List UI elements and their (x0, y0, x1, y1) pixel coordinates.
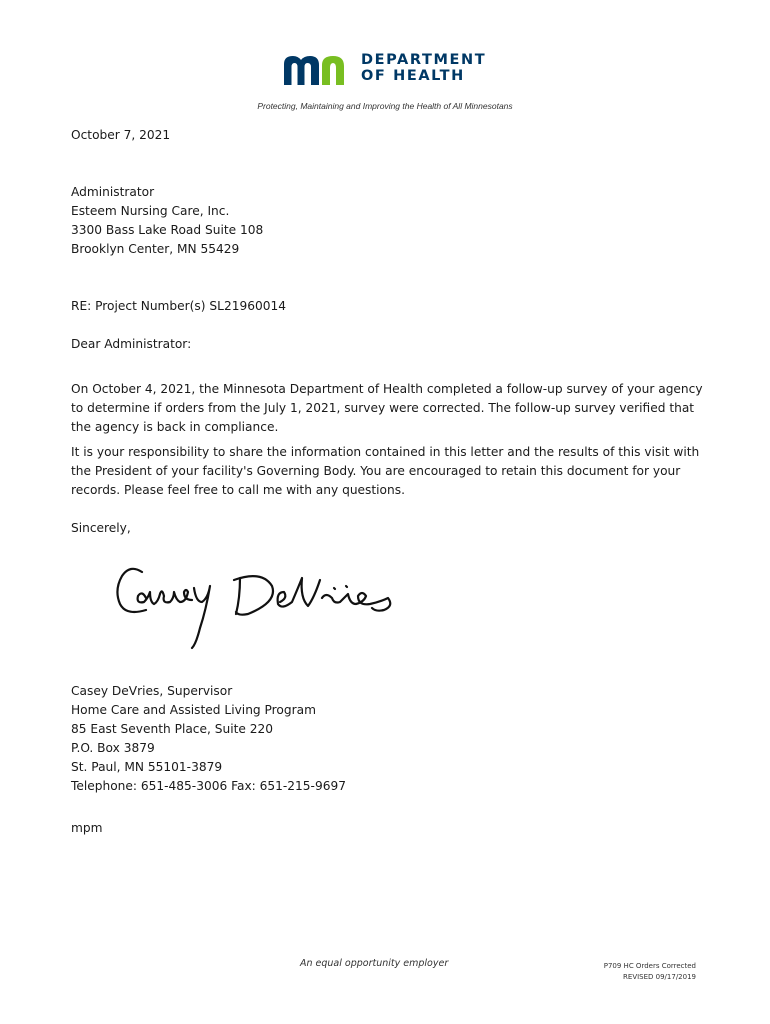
footer-form-name: P709 HC Orders Corrected (603, 962, 696, 970)
signer-program: Home Care and Assisted Living Program (71, 703, 316, 717)
closing: Sincerely, (71, 521, 131, 535)
recipient-line: Brooklyn Center, MN 55429 (71, 242, 240, 256)
signature-image (112, 558, 412, 658)
footer-revised-date: REVISED 09/17/2019 (623, 973, 696, 981)
letter-date: October 7, 2021 (71, 128, 171, 142)
logo-wordmark (361, 52, 486, 84)
recipient-line: Esteem Nursing Care, Inc. (71, 204, 230, 218)
recipient-line: Administrator (71, 185, 155, 199)
logo-line-1: DEPARTMENT (361, 52, 487, 68)
recipient-address (71, 183, 711, 259)
signer-phone-fax: Telephone: 651-485-3006 Fax: 651-215-9697 (71, 779, 346, 793)
footer-form-id (604, 961, 696, 983)
recipient-line: 3300 Bass Lake Road Suite 108 (71, 223, 264, 237)
signer-city: St. Paul, MN 55101-3879 (71, 760, 223, 774)
body-paragraph: It is your responsibility to share the information contained in this letter and the results of this visit with the President of your facility's Governing Body. You are encouraged to retain this document for your records. Please feel free to call me with any questions. (71, 445, 700, 497)
salutation: Dear Administrator: (71, 337, 192, 351)
footer-eoe: An equal opportunity employer (300, 958, 449, 969)
signature-block (71, 682, 711, 796)
body-paragraph: On October 4, 2021, the Minnesota Department of Health completed a follow-up survey of your agency to determine if orders from the July 1, 2021, survey were corrected. The follow-up survey verified that the agency is back in compliance. (71, 382, 703, 434)
logo-line-2: OF HEALTH (361, 68, 465, 84)
mn-logo-icon (284, 52, 356, 88)
signer-name-title: Casey DeVries, Supervisor (71, 684, 233, 698)
signer-po-box: P.O. Box 3879 (71, 741, 155, 755)
tagline: Protecting, Maintaining and Improving the Health of All Minnesotans (257, 101, 513, 111)
typist-initials: mpm (71, 821, 103, 835)
re-line: RE: Project Number(s) SL21960014 (71, 299, 286, 313)
mdh-logo (284, 52, 494, 88)
signer-street: 85 East Seventh Place, Suite 220 (71, 722, 274, 736)
